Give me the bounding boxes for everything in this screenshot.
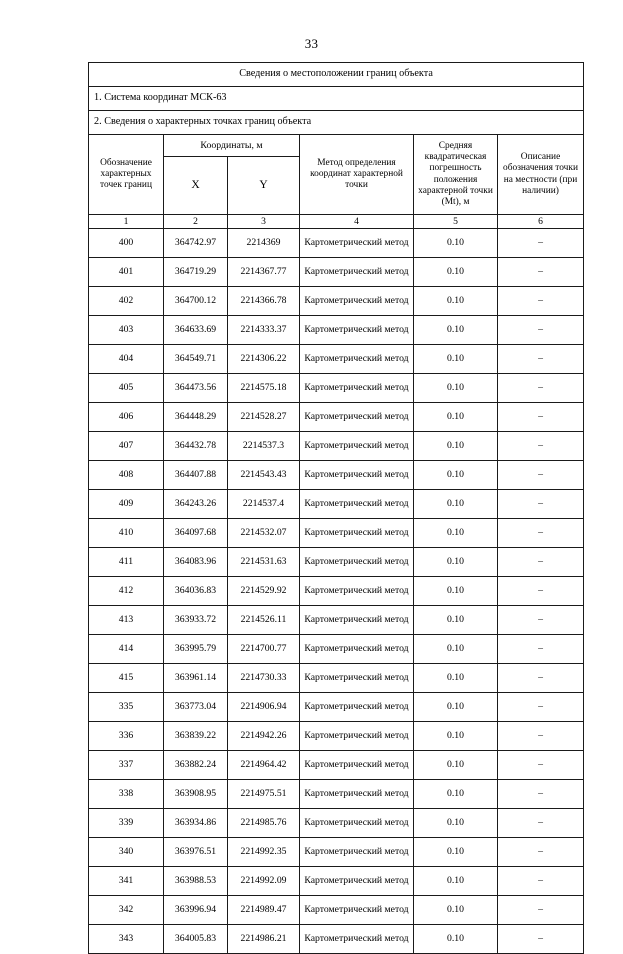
y-coordinate-cell: 2214986.21 [228,925,300,954]
description-cell: – [498,867,584,896]
method-cell: Картометрический метод [300,490,414,519]
table-row [89,780,584,809]
method-cell: Картометрический метод [300,896,414,925]
x-coordinate-cell: 364549.71 [164,345,228,374]
description-cell: – [498,751,584,780]
x-coordinate-cell: 363988.53 [164,867,228,896]
title-banner-row [89,63,584,87]
point-designation-cell: 413 [89,606,164,635]
description-cell: – [498,838,584,867]
x-coordinate-cell: 363995.79 [164,635,228,664]
x-coordinate-cell: 364633.69 [164,316,228,345]
x-coordinate-cell: 364407.88 [164,461,228,490]
table-row [89,229,584,258]
mean-square-error-cell: 0.10 [414,490,498,519]
point-designation-cell: 340 [89,838,164,867]
y-coordinate-cell: 2214989.47 [228,896,300,925]
description-cell: – [498,519,584,548]
mean-square-error-cell: 0.10 [414,229,498,258]
header-point-designation: Обозначение характерных точек границ [89,135,164,215]
description-cell: – [498,809,584,838]
method-cell: Картометрический метод [300,432,414,461]
x-coordinate-cell: 363933.72 [164,606,228,635]
method-cell: Картометрический метод [300,925,414,954]
mean-square-error-cell: 0.10 [414,693,498,722]
x-coordinate-cell: 364005.83 [164,925,228,954]
x-coordinate-cell: 363976.51 [164,838,228,867]
table-row [89,809,584,838]
description-cell: – [498,780,584,809]
column-number-row [89,215,584,229]
point-designation-cell: 412 [89,577,164,606]
header-row-top [89,135,584,157]
point-designation-cell: 406 [89,403,164,432]
method-cell: Картометрический метод [300,548,414,577]
description-cell: – [498,693,584,722]
table-row [89,635,584,664]
point-designation-cell: 408 [89,461,164,490]
point-designation-cell: 337 [89,751,164,780]
table-row [89,925,584,954]
y-coordinate-cell: 2214992.09 [228,867,300,896]
mean-square-error-cell: 0.10 [414,751,498,780]
description-cell: – [498,635,584,664]
mean-square-error-cell: 0.10 [414,461,498,490]
table-row [89,432,584,461]
table-row [89,751,584,780]
mean-square-error-cell: 0.10 [414,519,498,548]
table-body [89,63,584,954]
point-designation-cell: 403 [89,316,164,345]
description-cell: – [498,403,584,432]
mean-square-error-cell: 0.10 [414,635,498,664]
column-number-5: 5 [414,215,498,229]
table-row [89,490,584,519]
method-cell: Картометрический метод [300,780,414,809]
method-cell: Картометрический метод [300,258,414,287]
x-coordinate-cell: 364243.26 [164,490,228,519]
y-coordinate-cell: 2214975.51 [228,780,300,809]
mean-square-error-cell: 0.10 [414,577,498,606]
mean-square-error-cell: 0.10 [414,925,498,954]
description-cell: – [498,229,584,258]
table-row [89,461,584,490]
point-designation-cell: 407 [89,432,164,461]
y-coordinate-cell: 2214529.92 [228,577,300,606]
y-coordinate-cell: 2214537.4 [228,490,300,519]
point-designation-cell: 341 [89,867,164,896]
y-coordinate-cell: 2214306.22 [228,345,300,374]
y-coordinate-cell: 2214942.26 [228,722,300,751]
coordinate-system-section: 1. Система координат МСК-63 [89,87,584,111]
x-coordinate-cell: 364432.78 [164,432,228,461]
method-cell: Картометрический метод [300,577,414,606]
mean-square-error-cell: 0.10 [414,606,498,635]
description-cell: – [498,722,584,751]
table-row [89,345,584,374]
characteristic-points-section: 2. Сведения о характерных точках границ объекта [89,111,584,135]
method-cell: Картометрический метод [300,316,414,345]
x-coordinate-cell: 364719.29 [164,258,228,287]
mean-square-error-cell: 0.10 [414,403,498,432]
method-cell: Картометрический метод [300,722,414,751]
table-row [89,838,584,867]
table-row [89,577,584,606]
mean-square-error-cell: 0.10 [414,316,498,345]
x-coordinate-cell: 363908.95 [164,780,228,809]
table-row [89,693,584,722]
point-designation-cell: 339 [89,809,164,838]
method-cell: Картометрический метод [300,229,414,258]
y-coordinate-cell: 2214532.07 [228,519,300,548]
method-cell: Картометрический метод [300,287,414,316]
method-cell: Картометрический метод [300,606,414,635]
description-cell: – [498,287,584,316]
point-designation-cell: 400 [89,229,164,258]
point-designation-cell: 409 [89,490,164,519]
column-number-4: 4 [300,215,414,229]
y-coordinate-cell: 2214700.77 [228,635,300,664]
section-2-row [89,111,584,135]
mean-square-error-cell: 0.10 [414,780,498,809]
column-number-3: 3 [228,215,300,229]
mean-square-error-cell: 0.10 [414,838,498,867]
x-coordinate-cell: 364473.56 [164,374,228,403]
description-cell: – [498,896,584,925]
x-coordinate-cell: 364742.97 [164,229,228,258]
section-1-row [89,87,584,111]
column-number-6: 6 [498,215,584,229]
description-cell: – [498,548,584,577]
mean-square-error-cell: 0.10 [414,722,498,751]
x-coordinate-cell: 363934.86 [164,809,228,838]
point-designation-cell: 410 [89,519,164,548]
header-coordinates-group: Координаты, м [164,135,300,157]
x-coordinate-cell: 363882.24 [164,751,228,780]
point-designation-cell: 415 [89,664,164,693]
description-cell: – [498,925,584,954]
method-cell: Картометрический метод [300,374,414,403]
method-cell: Картометрический метод [300,519,414,548]
y-coordinate-cell: 2214906.94 [228,693,300,722]
y-coordinate-cell: 2214369 [228,229,300,258]
x-coordinate-cell: 364097.68 [164,519,228,548]
point-designation-cell: 402 [89,287,164,316]
document-title-banner: Сведения о местоположении границ объекта [89,63,584,87]
mean-square-error-cell: 0.10 [414,809,498,838]
header-y-coordinate: Y [228,157,300,215]
description-cell: – [498,432,584,461]
method-cell: Картометрический метод [300,345,414,374]
point-designation-cell: 338 [89,780,164,809]
method-cell: Картометрический метод [300,751,414,780]
page-number: 33 [304,36,319,51]
y-coordinate-cell: 2214366.78 [228,287,300,316]
table-row [89,287,584,316]
x-coordinate-cell: 364700.12 [164,287,228,316]
description-cell: – [498,577,584,606]
y-coordinate-cell: 2214575.18 [228,374,300,403]
y-coordinate-cell: 2214526.11 [228,606,300,635]
boundary-coordinates-table [88,62,584,954]
description-cell: – [498,316,584,345]
table-row [89,374,584,403]
y-coordinate-cell: 2214528.27 [228,403,300,432]
point-designation-cell: 335 [89,693,164,722]
mean-square-error-cell: 0.10 [414,548,498,577]
method-cell: Картометрический метод [300,693,414,722]
method-cell: Картометрический метод [300,838,414,867]
y-coordinate-cell: 2214367.77 [228,258,300,287]
y-coordinate-cell: 2214531.63 [228,548,300,577]
x-coordinate-cell: 363961.14 [164,664,228,693]
method-cell: Картометрический метод [300,867,414,896]
method-cell: Картометрический метод [300,635,414,664]
method-cell: Картометрический метод [300,461,414,490]
mean-square-error-cell: 0.10 [414,345,498,374]
x-coordinate-cell: 364083.96 [164,548,228,577]
header-method: Метод определения координат характерной точки [300,135,414,215]
y-coordinate-cell: 2214537.3 [228,432,300,461]
point-designation-cell: 336 [89,722,164,751]
description-cell: – [498,258,584,287]
method-cell: Картометрический метод [300,403,414,432]
method-cell: Картометрический метод [300,664,414,693]
column-number-2: 2 [164,215,228,229]
column-number-1: 1 [89,215,164,229]
table-row [89,722,584,751]
table-row [89,606,584,635]
mean-square-error-cell: 0.10 [414,896,498,925]
header-mean-square-error: Средняя квадратическая погрешность положения характерной точки (Мt), м [414,135,498,215]
mean-square-error-cell: 0.10 [414,258,498,287]
mean-square-error-cell: 0.10 [414,867,498,896]
x-coordinate-cell: 364448.29 [164,403,228,432]
x-coordinate-cell: 364036.83 [164,577,228,606]
table-row [89,519,584,548]
description-cell: – [498,345,584,374]
point-designation-cell: 401 [89,258,164,287]
table-row [89,896,584,925]
table-row [89,403,584,432]
mean-square-error-cell: 0.10 [414,432,498,461]
y-coordinate-cell: 2214964.42 [228,751,300,780]
description-cell: – [498,374,584,403]
description-cell: – [498,664,584,693]
header-x-coordinate: X [164,157,228,215]
point-designation-cell: 404 [89,345,164,374]
point-designation-cell: 342 [89,896,164,925]
y-coordinate-cell: 2214730.33 [228,664,300,693]
point-designation-cell: 343 [89,925,164,954]
point-designation-cell: 411 [89,548,164,577]
mean-square-error-cell: 0.10 [414,664,498,693]
description-cell: – [498,490,584,519]
point-designation-cell: 405 [89,374,164,403]
table-row [89,867,584,896]
mean-square-error-cell: 0.10 [414,287,498,316]
x-coordinate-cell: 363996.94 [164,896,228,925]
mean-square-error-cell: 0.10 [414,374,498,403]
method-cell: Картометрический метод [300,809,414,838]
table-row [89,664,584,693]
x-coordinate-cell: 363773.04 [164,693,228,722]
y-coordinate-cell: 2214992.35 [228,838,300,867]
y-coordinate-cell: 2214333.37 [228,316,300,345]
description-cell: – [498,606,584,635]
point-designation-cell: 414 [89,635,164,664]
description-cell: – [498,461,584,490]
table-row [89,548,584,577]
header-description: Описание обозначения точки на местности (при наличии) [498,135,584,215]
y-coordinate-cell: 2214543.43 [228,461,300,490]
table-row [89,316,584,345]
x-coordinate-cell: 363839.22 [164,722,228,751]
y-coordinate-cell: 2214985.76 [228,809,300,838]
table-row [89,258,584,287]
